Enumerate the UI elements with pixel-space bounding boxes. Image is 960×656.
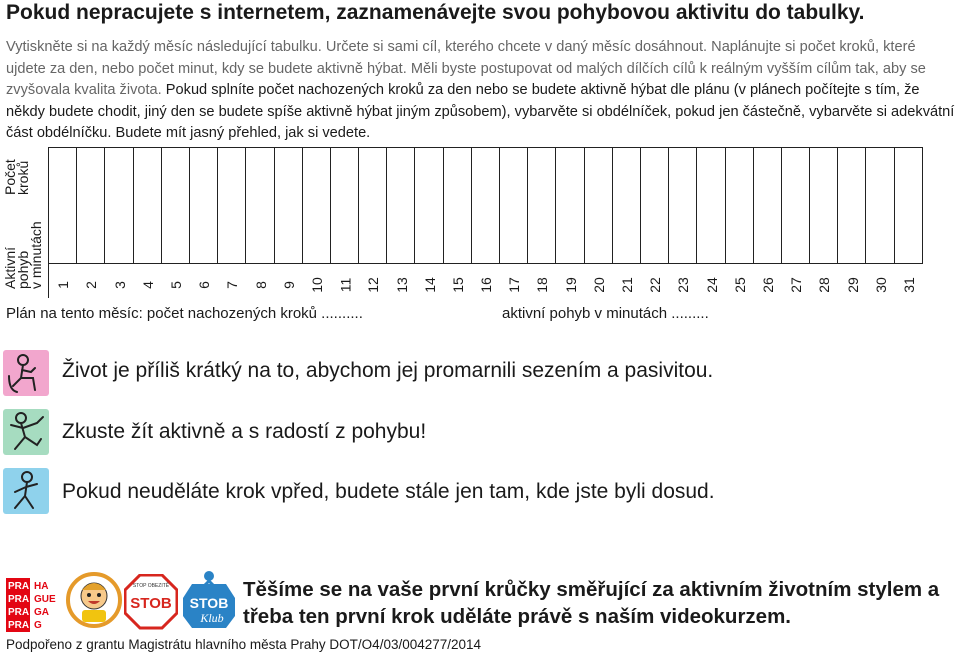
day-number bbox=[591, 272, 607, 298]
day-number bbox=[394, 272, 410, 298]
day-number-text: 5 bbox=[167, 281, 184, 289]
day-column bbox=[472, 147, 500, 298]
row-label-steps: Počet kroků bbox=[2, 159, 31, 195]
day-column bbox=[754, 147, 782, 298]
svg-text:PRA: PRA bbox=[8, 581, 30, 592]
day-column bbox=[444, 147, 472, 298]
day-column bbox=[810, 147, 838, 298]
day-number bbox=[83, 272, 100, 298]
day-column bbox=[782, 147, 810, 298]
day-number bbox=[111, 272, 128, 298]
day-column bbox=[895, 147, 923, 298]
day-column bbox=[387, 147, 415, 298]
day-column bbox=[500, 147, 528, 298]
day-cell[interactable] bbox=[782, 147, 810, 264]
day-number bbox=[534, 272, 550, 298]
svg-text:GA: GA bbox=[34, 607, 49, 618]
day-cell[interactable] bbox=[415, 147, 443, 264]
day-column bbox=[105, 147, 133, 298]
day-number bbox=[224, 272, 241, 298]
day-cell[interactable] bbox=[134, 147, 162, 264]
day-number bbox=[760, 272, 776, 298]
day-cell[interactable] bbox=[162, 147, 190, 264]
stob-klub-text: Klub bbox=[200, 611, 224, 625]
day-number bbox=[365, 272, 381, 298]
day-cell[interactable] bbox=[613, 147, 641, 264]
day-number bbox=[478, 272, 494, 298]
day-number-text: 22 bbox=[647, 277, 664, 293]
day-number-text: 12 bbox=[365, 277, 382, 293]
day-cell[interactable] bbox=[556, 147, 584, 264]
day-column bbox=[613, 147, 641, 298]
day-number bbox=[901, 272, 917, 298]
day-number bbox=[139, 272, 156, 298]
day-cell[interactable] bbox=[77, 147, 105, 264]
day-column bbox=[275, 147, 303, 298]
day-cell[interactable] bbox=[810, 147, 838, 264]
day-number-text: 8 bbox=[252, 281, 269, 289]
day-number-text: 7 bbox=[224, 281, 241, 289]
day-number-text: 13 bbox=[393, 277, 410, 293]
day-number bbox=[167, 272, 184, 298]
praha-logo bbox=[6, 578, 60, 637]
day-column bbox=[415, 147, 443, 298]
day-cell[interactable] bbox=[275, 147, 303, 264]
day-column bbox=[669, 147, 697, 298]
svg-text:PRA: PRA bbox=[8, 594, 30, 605]
day-number-text: 27 bbox=[787, 277, 804, 293]
footer-grant: Podpořeno z grantu Magistrátu hlavního města Prahy DOT/O4/03/004277/2014 bbox=[6, 637, 482, 652]
day-number-text: 16 bbox=[477, 277, 494, 293]
day-cell[interactable] bbox=[528, 147, 556, 264]
day-cell[interactable] bbox=[218, 147, 246, 264]
day-column bbox=[218, 147, 246, 298]
stob-klub-logo bbox=[182, 568, 236, 637]
day-cell[interactable] bbox=[641, 147, 669, 264]
day-number-text: 19 bbox=[562, 277, 579, 293]
svg-text:PRA: PRA bbox=[8, 620, 30, 631]
day-cell[interactable] bbox=[190, 147, 218, 264]
closing-text: Těšíme se na vaše první krůčky směřující za aktivním životním stylem a třeba ten první krok uděláte právě s naším videokurzem. bbox=[243, 578, 940, 628]
day-number-text: 15 bbox=[449, 277, 466, 293]
svg-text:G: G bbox=[34, 620, 42, 631]
day-number bbox=[732, 272, 748, 298]
stob-small-text: STOP OBEZITĚ bbox=[132, 583, 170, 589]
day-number-text: 24 bbox=[703, 277, 720, 293]
day-column bbox=[246, 147, 274, 298]
day-number-text: 18 bbox=[534, 277, 551, 293]
day-number bbox=[252, 272, 269, 298]
day-number-text: 30 bbox=[872, 277, 889, 293]
day-cell[interactable] bbox=[49, 147, 77, 264]
day-cell[interactable] bbox=[726, 147, 754, 264]
day-cell[interactable] bbox=[105, 147, 133, 264]
intro-paragraph bbox=[6, 37, 958, 145]
svg-text:GUE: GUE bbox=[34, 594, 56, 605]
day-number-text: 1 bbox=[55, 281, 72, 289]
day-number-text: 25 bbox=[731, 277, 748, 293]
day-number bbox=[845, 272, 861, 298]
day-cell[interactable] bbox=[895, 147, 923, 264]
day-number-text: 17 bbox=[506, 277, 523, 293]
running-person-icon bbox=[3, 409, 49, 455]
day-number-text: 31 bbox=[900, 277, 917, 293]
day-cell[interactable] bbox=[585, 147, 613, 264]
day-number bbox=[55, 272, 72, 298]
day-column bbox=[585, 147, 613, 298]
day-column bbox=[641, 147, 669, 298]
day-cell[interactable] bbox=[444, 147, 472, 264]
day-grid bbox=[48, 147, 923, 298]
day-cell[interactable] bbox=[472, 147, 500, 264]
day-number bbox=[280, 272, 297, 298]
day-number bbox=[704, 272, 720, 298]
day-number-text: 9 bbox=[280, 281, 297, 289]
stob-logo bbox=[124, 574, 178, 635]
day-column bbox=[49, 147, 77, 298]
page-title: Pokud nepracujete s internetem, zaznamenávejte svou pohybovou aktivitu do tabulky. bbox=[6, 1, 865, 24]
day-cell[interactable] bbox=[500, 147, 528, 264]
day-number bbox=[619, 272, 635, 298]
day-cell[interactable] bbox=[387, 147, 415, 264]
day-number-text: 4 bbox=[139, 281, 156, 289]
day-column bbox=[331, 147, 359, 298]
day-number-text: 29 bbox=[844, 277, 861, 293]
day-column bbox=[303, 147, 331, 298]
plan-steps: Plán na tento měsíc: počet nachozených kroků .......... bbox=[6, 305, 363, 322]
day-column bbox=[359, 147, 387, 298]
svg-text:PRA: PRA bbox=[8, 607, 30, 618]
day-number-text: 11 bbox=[336, 277, 353, 293]
day-column bbox=[190, 147, 218, 298]
day-number-text: 3 bbox=[111, 281, 128, 289]
svg-text:HA: HA bbox=[34, 581, 49, 592]
day-number bbox=[309, 272, 325, 298]
day-cell[interactable] bbox=[331, 147, 359, 264]
day-column bbox=[556, 147, 584, 298]
day-cell[interactable] bbox=[838, 147, 866, 264]
day-number bbox=[196, 272, 213, 298]
day-cell[interactable] bbox=[303, 147, 331, 264]
smiling-kid-logo bbox=[66, 572, 122, 635]
day-column bbox=[162, 147, 190, 298]
day-number bbox=[675, 272, 691, 298]
day-number-text: 20 bbox=[590, 277, 607, 293]
day-column bbox=[866, 147, 894, 298]
intro-part-1: Vytiskněte si na každý měsíc následující tabulku. Určete si sami cíl, kterého chcete v daný měsíc dosáhnout. Naplánujte si počet kroků, které ujdete za den, nebo počet minut, kdy se budete aktivně hýbat. Měli byste postupovat od malých dílčích cílů k reálným vyšším cílům tak, aby se zvyšovala kvalita života. bbox=[6, 39, 926, 98]
walking-person-icon bbox=[3, 468, 49, 514]
day-number-text: 26 bbox=[759, 277, 776, 293]
day-number-text: 10 bbox=[308, 277, 325, 293]
stob-text: STOB bbox=[130, 595, 172, 612]
day-cell[interactable] bbox=[697, 147, 725, 264]
day-column bbox=[726, 147, 754, 298]
day-column bbox=[77, 147, 105, 298]
day-number-text: 23 bbox=[675, 277, 692, 293]
day-number-text: 21 bbox=[618, 277, 635, 293]
day-number-text: 6 bbox=[196, 281, 213, 289]
day-number bbox=[338, 272, 353, 298]
day-number bbox=[450, 272, 466, 298]
quote-2: Zkuste žít aktivně a s radostí z pohybu! bbox=[62, 420, 427, 443]
day-cell[interactable] bbox=[246, 147, 274, 264]
day-number bbox=[563, 272, 579, 298]
row-label-minutes: Aktivní pohyb v minutách bbox=[2, 221, 44, 289]
day-number-text: 2 bbox=[83, 281, 100, 289]
day-column bbox=[528, 147, 556, 298]
intro-part-2: Pokud splníte počet nachozených kroků za den nebo se budete aktivně hýbat dle plánu (v plánech počítejte s tím, že někdy budete chodit, jiný den se budete spíše aktivně hýbat jiným způsobem), vybarvěte si obdélníček, pokud jen částečně, vybarvěte si adekvátní část obdélníčku. Budete mít jasný přehled, jak si vedete. bbox=[6, 82, 955, 141]
day-column bbox=[134, 147, 162, 298]
day-number bbox=[647, 272, 663, 298]
day-cell[interactable] bbox=[669, 147, 697, 264]
day-number bbox=[816, 272, 832, 298]
day-cell[interactable] bbox=[754, 147, 782, 264]
day-cell[interactable] bbox=[359, 147, 387, 264]
sitting-person-icon bbox=[3, 350, 49, 396]
quote-3: Pokud neuděláte krok vpřed, budete stále jen tam, kde jste byli dosud. bbox=[62, 480, 715, 503]
stob-klub-title: STOB bbox=[189, 595, 229, 611]
day-number bbox=[506, 272, 522, 298]
day-number bbox=[873, 272, 889, 298]
day-number bbox=[422, 272, 438, 298]
plan-minutes: aktivní pohyb v minutách ......... bbox=[502, 305, 709, 322]
day-number bbox=[788, 272, 804, 298]
day-number-text: 14 bbox=[421, 277, 438, 293]
quote-1: Život je příliš krátký na to, abychom jej promarnili sezením a pasivitou. bbox=[62, 359, 714, 382]
day-column bbox=[697, 147, 725, 298]
day-number-text: 28 bbox=[816, 277, 833, 293]
day-cell[interactable] bbox=[866, 147, 894, 264]
day-column bbox=[838, 147, 866, 298]
